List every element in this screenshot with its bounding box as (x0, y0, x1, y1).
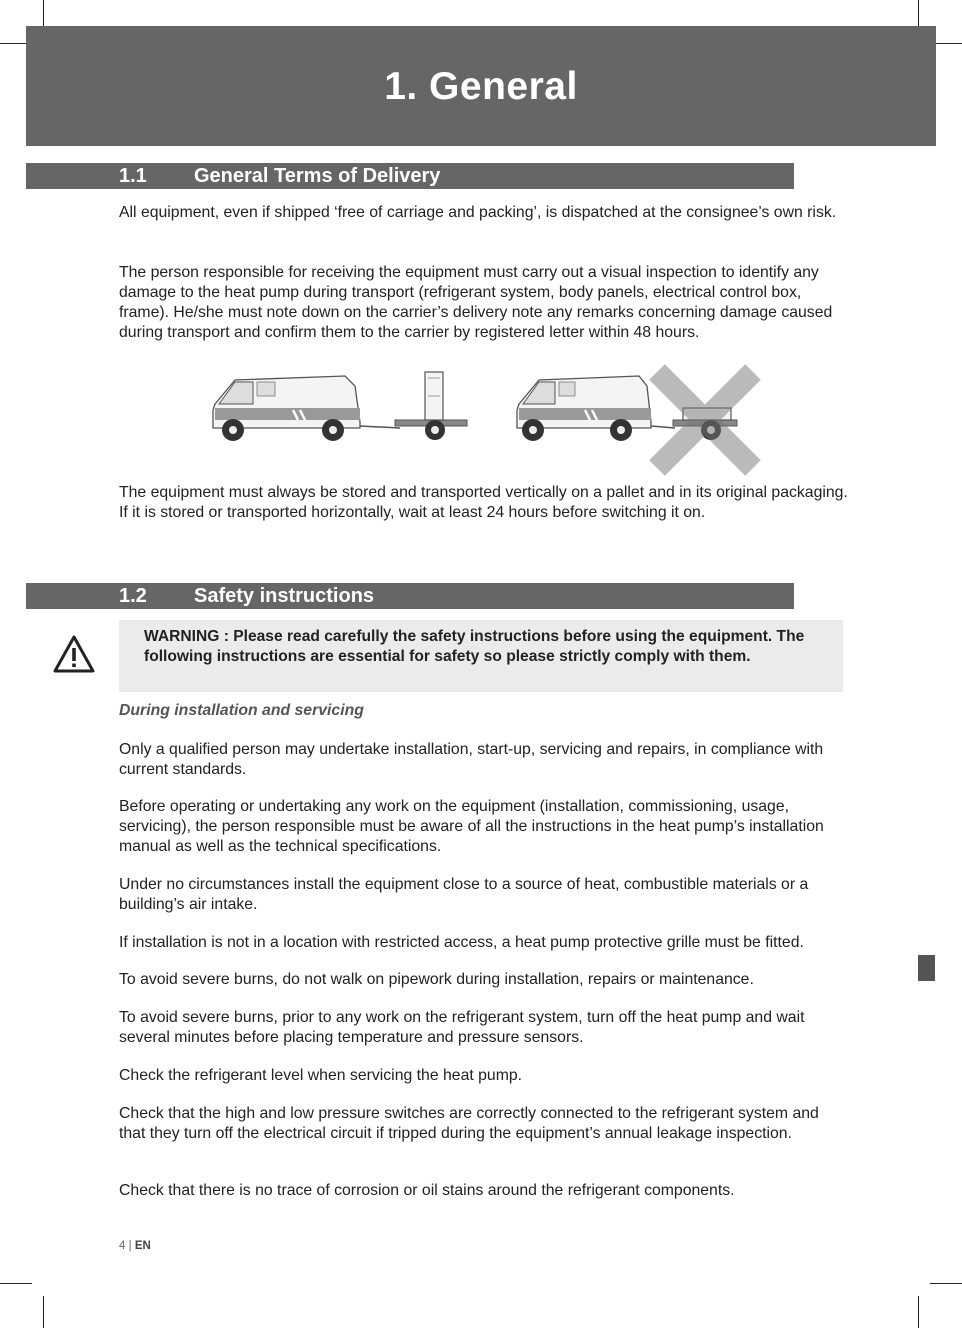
delivery-paragraph-2: The person responsible for receiving the equipment must carry out a visual inspection to identify any damage to the heat pump during transport (refrigerant system, body panels, electrical control box, frame). He/she must note down on the carrier’s delivery note any remarks concerning damage caused during transport and confirm them to the carrier by registered letter within 48 hours. (119, 264, 833, 341)
language-code: EN (134, 1240, 151, 1252)
crop-mark (0, 1283, 32, 1284)
section-number: 1.2 (119, 585, 147, 607)
page-number: 4 (119, 1240, 126, 1252)
delivery-paragraph-1: All equipment, even if shipped ‘free of carriage and packing’, is dispatched at the consignee’s own risk. (119, 204, 837, 221)
section-number: 1.1 (119, 165, 147, 187)
safety-paragraph: Before operating or undertaking any work on the equipment (installation, commissioning, usage, servicing), the person responsible must be aware of all the instructions in the heat pump’s installation manual as well as the technical specifications. (119, 798, 824, 855)
safety-paragraph: To avoid severe burns, prior to any work on the refrigerant system, turn off the heat pump and wait several minutes before placing temperature and pressure sensors. (119, 1009, 805, 1046)
warning-text: WARNING : Please read carefully the safety instructions before using the equipment. The following instructions are essential for safety so please strictly comply with them. (144, 628, 805, 665)
section-header-delivery (26, 163, 794, 189)
safety-paragraph: Check the refrigerant level when servicing the heat pump. (119, 1067, 523, 1084)
section-header-safety (26, 583, 794, 609)
van-vertical-transport-icon (213, 372, 467, 441)
section-title: General Terms of Delivery (194, 165, 441, 187)
section-title: Safety instructions (194, 585, 375, 607)
chapter-title: 1. General (384, 65, 578, 108)
delivery-paragraph-3: The equipment must always be stored and transported vertically on a pallet and in its original packaging. If it is stored or transported horizontally, wait at least 24 hours before switching it on. (119, 484, 848, 521)
crop-mark (43, 1296, 44, 1328)
safety-paragraph: If installation is not in a location with restricted access, a heat pump protective grille must be fitted. (119, 934, 804, 951)
safety-subheading: During installation and servicing (119, 702, 364, 719)
crop-mark (930, 1283, 962, 1284)
chapter-banner (26, 26, 936, 146)
warning-triangle-icon (52, 634, 96, 674)
crop-mark (918, 1296, 919, 1328)
warning-box (119, 620, 843, 692)
cross-out-icon (657, 372, 753, 468)
safety-paragraph: Only a qualified person may undertake installation, start-up, servicing and repairs, in compliance with current standards. (119, 741, 824, 778)
safety-paragraph: Check that the high and low pressure switches are correctly connected to the refrigerant system and that they turn off the electrical circuit if tripped during the equipment’s annual leakage inspection. (119, 1105, 819, 1142)
page-footer (119, 1240, 151, 1252)
safety-paragraph: Under no circumstances install the equipment close to a source of heat, combustible materials or a building’s air intake. (119, 876, 809, 913)
safety-paragraph: Check that there is no trace of corrosion or oil stains around the refrigerant components. (119, 1182, 735, 1199)
side-thumb-tab (918, 955, 935, 981)
footer-separator: | (128, 1240, 132, 1252)
transport-illustration (205, 362, 765, 477)
safety-paragraph: To avoid severe burns, do not walk on pipework during installation, repairs or maintenance. (119, 971, 754, 988)
